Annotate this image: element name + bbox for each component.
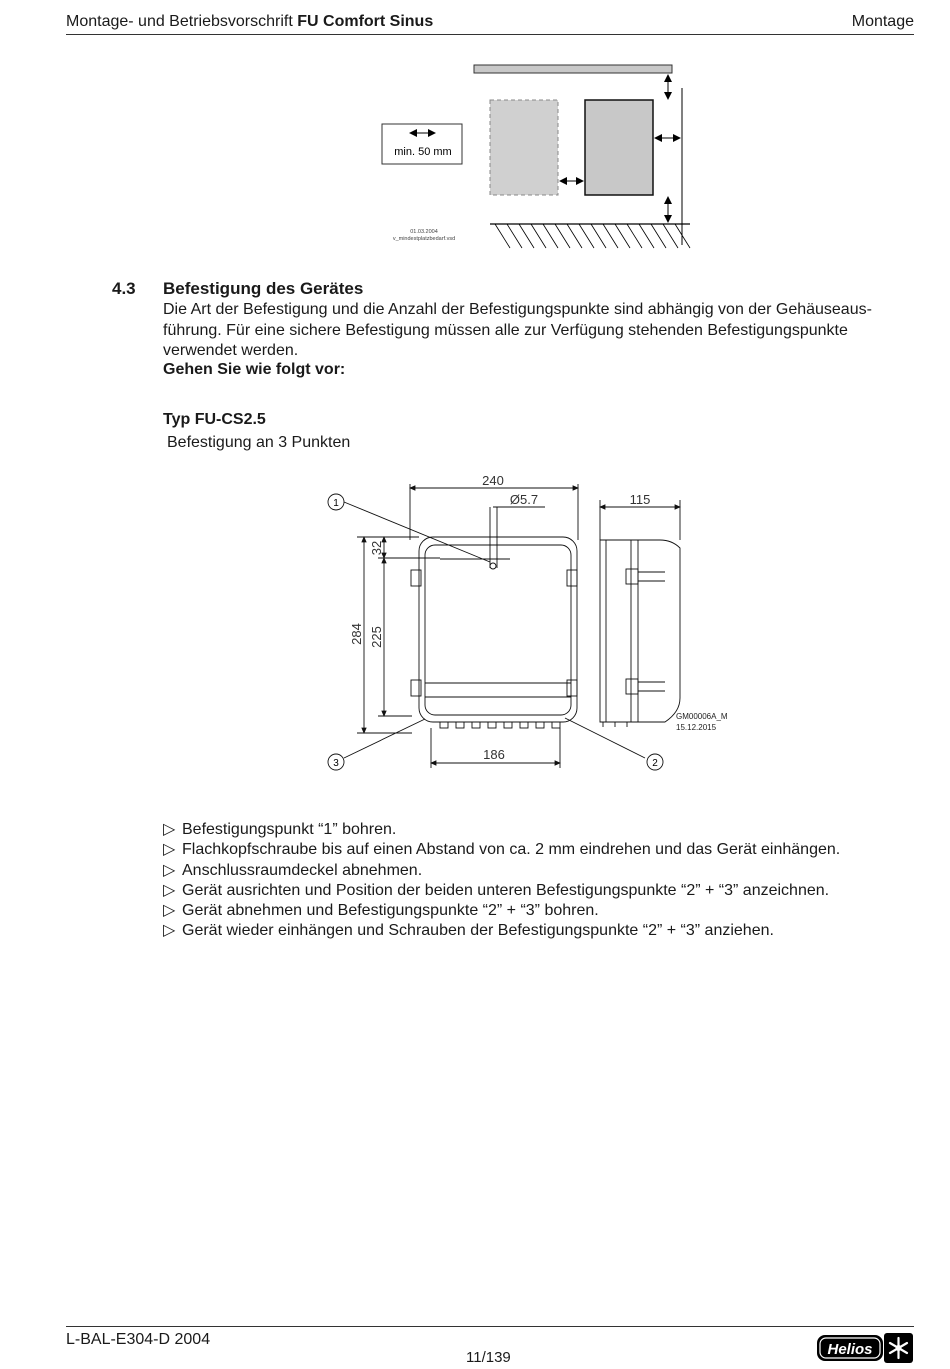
list-item bbox=[163, 840, 840, 860]
drawing-id: GM00006A_M bbox=[676, 712, 728, 721]
section-instruction: Gehen Sie wie folgt vor: bbox=[163, 361, 346, 378]
list-item bbox=[163, 921, 840, 941]
floor-hatching bbox=[495, 224, 690, 248]
step-text: Gerät wieder einhängen und Schrauben der Befestigungspunkte “2” + “3” anziehen. bbox=[182, 922, 774, 940]
steps-list bbox=[163, 820, 840, 942]
list-item bbox=[163, 881, 840, 901]
header-section-name: Montage bbox=[851, 13, 914, 30]
legend-box bbox=[382, 124, 462, 164]
triangle-marker-icon: ▷ bbox=[163, 841, 176, 859]
drawing-date: 15.12.2015 bbox=[676, 723, 717, 732]
callout-3: 3 bbox=[333, 758, 339, 769]
dim-hole-label: Ø5.7 bbox=[509, 492, 539, 507]
dim-bottom-holes-label: 186 bbox=[483, 747, 505, 762]
list-item bbox=[163, 861, 840, 881]
callout-2: 2 bbox=[652, 758, 658, 769]
step-text: Flachkopfschraube bis auf einen Abstand von ca. 2 mm eindrehen und das Gerät einhängen. bbox=[182, 841, 841, 859]
stamp-date: 01.03.2004 bbox=[410, 229, 438, 235]
header-title bbox=[66, 13, 433, 31]
step-text: Anschlussraumdeckel abnehmen. bbox=[182, 861, 423, 879]
dim-width-label: 240 bbox=[482, 473, 504, 488]
adjacent-device-outline bbox=[490, 100, 558, 195]
logo-text: Helios bbox=[827, 1341, 873, 1358]
footer-rule bbox=[66, 1326, 914, 1327]
ceiling-bar bbox=[474, 65, 672, 73]
header-title-product: FU Comfort Sinus bbox=[297, 13, 434, 30]
callout-1: 1 bbox=[333, 498, 339, 509]
step-text: Befestigungspunkt “1” bohren. bbox=[182, 821, 397, 838]
stamp-file: v_mindestplatzbedarf.vsd bbox=[392, 236, 456, 242]
type-title: Typ FU-CS2.5 bbox=[163, 411, 266, 428]
type-subtitle: Befestigung an 3 Punkten bbox=[167, 434, 351, 451]
spacing-label: min. 50 mm bbox=[394, 146, 452, 158]
step-text: Gerät ausrichten und Position der beiden unteren Befestigungspunkte “2” + “3” anzeichnen. bbox=[182, 881, 830, 899]
footer-doc-id: L-BAL-E304-D 2004 bbox=[66, 1331, 211, 1348]
step-text: Gerät abnehmen und Befestigungspunkte “2” + “3” bohren. bbox=[182, 902, 599, 920]
dim-height-total-label: 284 bbox=[349, 623, 364, 645]
dim-depth-label: 115 bbox=[629, 492, 651, 507]
section-title: Befestigung des Gerätes bbox=[163, 279, 364, 298]
triangle-marker-icon: ▷ bbox=[163, 902, 176, 920]
device-box bbox=[585, 100, 653, 195]
header-rule bbox=[66, 34, 914, 35]
helios-logo bbox=[816, 1332, 914, 1364]
mounting-dimension-drawing bbox=[320, 470, 740, 780]
triangle-marker-icon: ▷ bbox=[163, 821, 176, 838]
triangle-marker-icon: ▷ bbox=[163, 881, 176, 899]
section-paragraph: Die Art der Befestigung und die Anzahl der Befestigungspunkte sind abhängig von der Gehäuseausführung. Für eine sichere Befestigung müssen alle zur Verfügung stehenden Befestigungspunkte verwendet werden. bbox=[163, 301, 872, 359]
footer-page-number: 11/139 bbox=[466, 1349, 511, 1366]
triangle-marker-icon: ▷ bbox=[163, 922, 176, 940]
triangle-marker-icon: ▷ bbox=[163, 861, 176, 879]
list-item bbox=[163, 820, 840, 840]
header-title-prefix: Montage- und Betriebsvorschrift bbox=[66, 13, 293, 30]
section-number: 4.3 bbox=[112, 279, 136, 298]
dim-height-holes-label: 225 bbox=[369, 626, 384, 648]
dim-top-label: 32 bbox=[369, 540, 384, 556]
list-item bbox=[163, 901, 840, 921]
spacing-diagram bbox=[370, 60, 700, 255]
